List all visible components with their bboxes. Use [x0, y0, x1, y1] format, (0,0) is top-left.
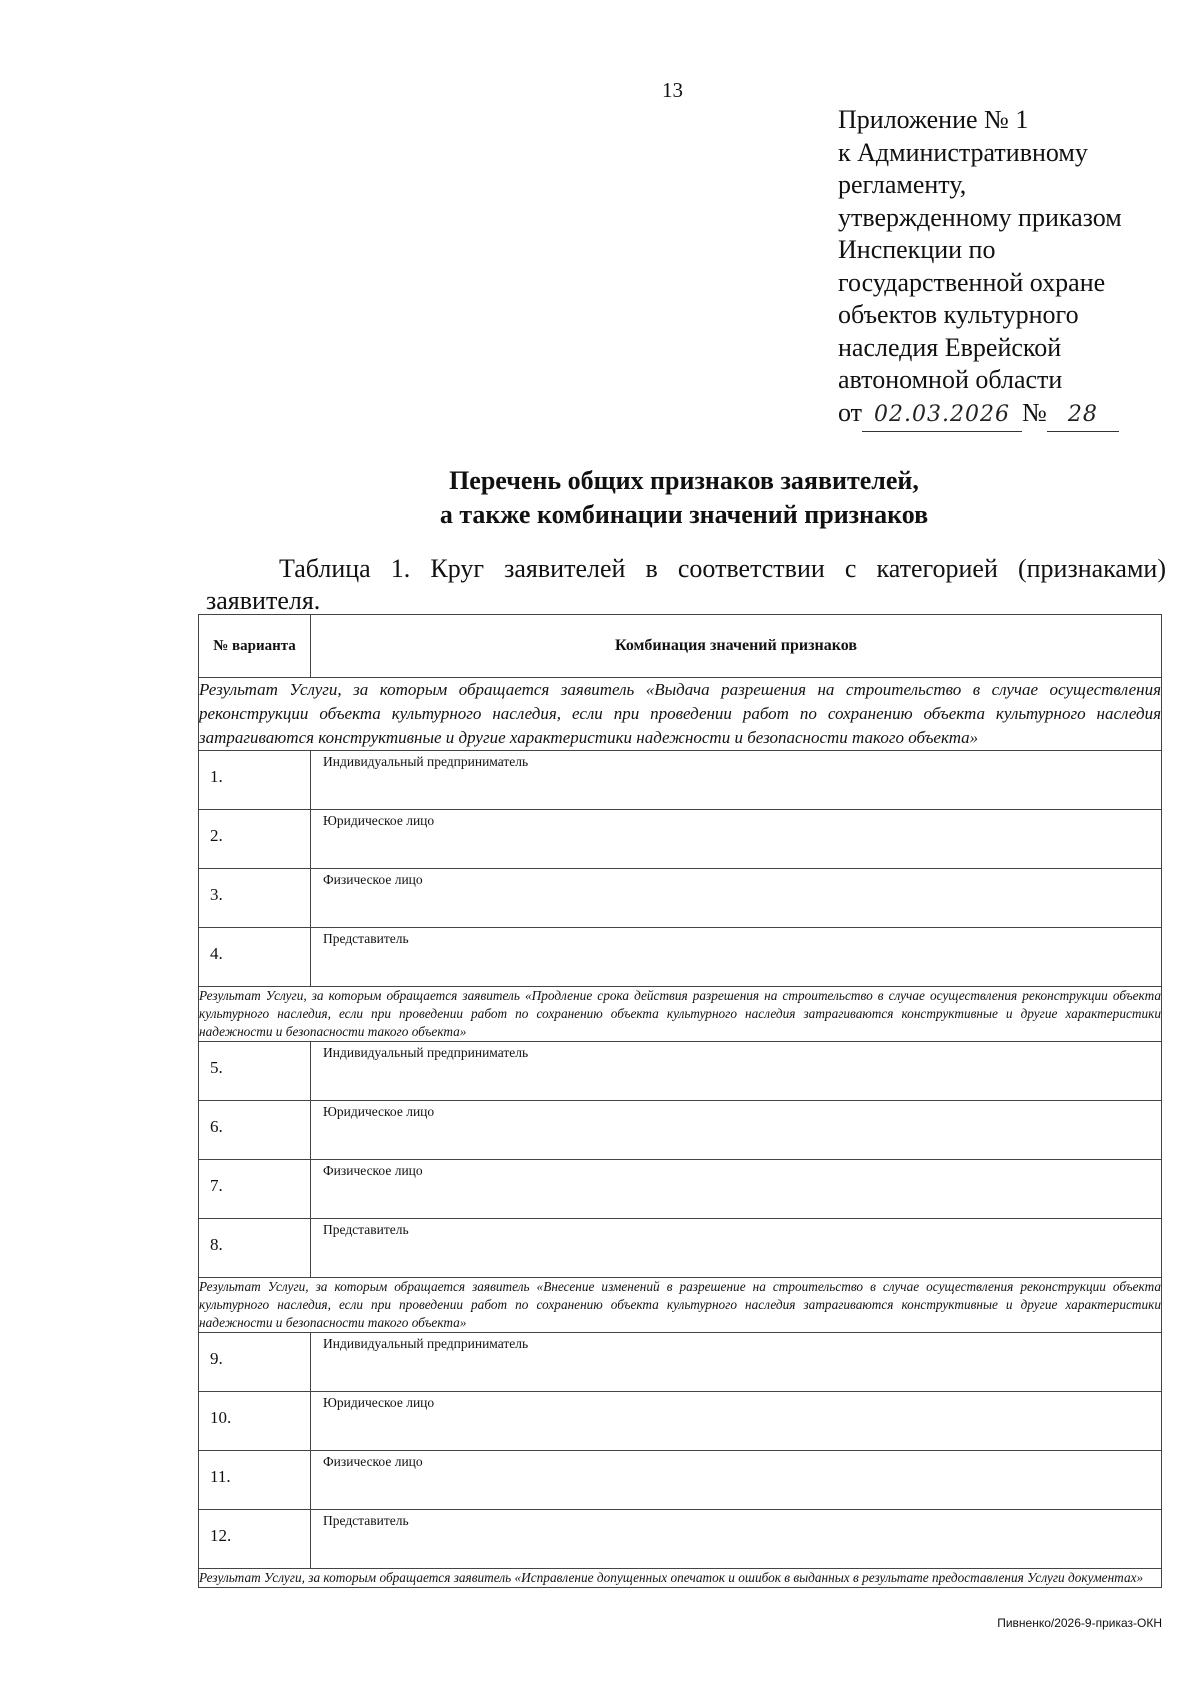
appendix-line: объектов культурного: [838, 300, 1079, 329]
table-row: [199, 751, 1162, 810]
table-caption: Таблица 1. Круг заявителей в соответствии с категорией (признаками) заявителя.: [206, 554, 1166, 615]
page-number: 13: [662, 78, 683, 102]
document-footer-code: Пивненко/2026-9-приказ-ОКН: [997, 1616, 1162, 1630]
table-row: [199, 1160, 1162, 1219]
handwritten-date: 02.03.2026: [862, 399, 1022, 433]
header-combination: Комбинация значений признаков: [311, 615, 1162, 678]
table-row: [199, 869, 1162, 928]
variant-label: Представитель: [311, 1510, 1162, 1569]
from-label: от: [838, 397, 863, 427]
variant-label: Индивидуальный предприниматель: [311, 1042, 1162, 1101]
result-row: [199, 987, 1162, 1042]
variant-label: Индивидуальный предприниматель: [311, 1333, 1162, 1392]
document-title: [300, 464, 1068, 532]
variant-number: 9.: [199, 1333, 311, 1392]
result-cell: Результат Услуги, за которым обращается заявитель «Исправление допущенных опечаток и ошибок в выданных в результате предоставления Услуги документах»: [199, 1569, 1162, 1588]
table-row: [199, 1042, 1162, 1101]
table-row: [199, 810, 1162, 869]
applicants-table: [198, 614, 1162, 1588]
variant-label: Юридическое лицо: [311, 810, 1162, 869]
variant-number: 2.: [199, 810, 311, 869]
variant-number: 8.: [199, 1219, 311, 1278]
title-line-1: Перечень общих признаков заявителей,: [449, 466, 919, 495]
table-row: [199, 1392, 1162, 1451]
handwritten-number: 28: [1047, 399, 1119, 433]
result-cell: Результат Услуги, за которым обращается заявитель «Продление срока действия разрешения на строительство в случае осуществления реконструкции объекта культурного наследия, если при проведении работ по сохранению объекта культурного наследия затрагиваются конструктивные и другие характеристики надежности и безопасности такого объекта»: [199, 987, 1162, 1042]
appendix-line: государственной охране: [838, 267, 1106, 297]
variant-label: Представитель: [311, 1219, 1162, 1278]
table-row: [199, 928, 1162, 987]
variant-label: Юридическое лицо: [311, 1392, 1162, 1451]
variant-number: 1.: [199, 751, 311, 810]
result-row: [199, 678, 1162, 751]
variant-number: 7.: [199, 1160, 311, 1219]
variant-label: Юридическое лицо: [311, 1101, 1162, 1160]
appendix-line: регламенту,: [838, 170, 967, 199]
variant-label: Физическое лицо: [311, 869, 1162, 928]
appendix-line: к Административному: [838, 137, 1088, 167]
result-cell: Результат Услуги, за которым обращается заявитель «Выдача разрешения на строительство в случае осуществления реконструкции объекта культурного наследия, если при проведении работ по сохранению объекта культурного наследия затрагиваются конструктивные и другие характеристики надежности и безопасности такого объекта»: [199, 678, 1162, 751]
variant-label: Физическое лицо: [311, 1451, 1162, 1510]
table-row: [199, 1451, 1162, 1510]
variant-number: 12.: [199, 1510, 311, 1569]
table-row: [199, 1510, 1162, 1569]
variant-label: Индивидуальный предприниматель: [311, 751, 1162, 810]
result-row: [199, 1278, 1162, 1333]
result-row: [199, 1569, 1162, 1588]
table-header-row: [199, 615, 1162, 678]
appendix-line: Приложение № 1: [838, 105, 1029, 134]
table-row: [199, 1219, 1162, 1278]
order-reference: [838, 397, 1168, 433]
appendix-line: утвержденному приказом: [838, 202, 1122, 232]
number-label: №: [1022, 397, 1047, 427]
variant-number: 3.: [199, 869, 311, 928]
header-variant-number: № варианта: [199, 615, 311, 678]
variant-label: Представитель: [311, 928, 1162, 987]
appendix-line: автономной области: [838, 365, 1063, 394]
table-row: [199, 1101, 1162, 1160]
variant-number: 10.: [199, 1392, 311, 1451]
variant-number: 5.: [199, 1042, 311, 1101]
table-row: [199, 1333, 1162, 1392]
appendix-line: наследия Еврейской: [838, 332, 1062, 362]
variant-number: 4.: [199, 928, 311, 987]
variant-number: 11.: [199, 1451, 311, 1510]
result-cell: Результат Услуги, за которым обращается заявитель «Внесение изменений в разрешение на строительство в случае осуществления реконструкции объекта культурного наследия, если при проведении работ по сохранению объекта культурного наследия затрагиваются конструктивные и другие характеристики надежности и безопасности такого объекта»: [199, 1278, 1162, 1333]
variant-number: 6.: [199, 1101, 311, 1160]
title-line-2: а также комбинации значений признаков: [439, 500, 929, 529]
variant-label: Физическое лицо: [311, 1160, 1162, 1219]
appendix-stamp: [838, 104, 1168, 432]
appendix-line: Инспекции по: [838, 235, 996, 264]
